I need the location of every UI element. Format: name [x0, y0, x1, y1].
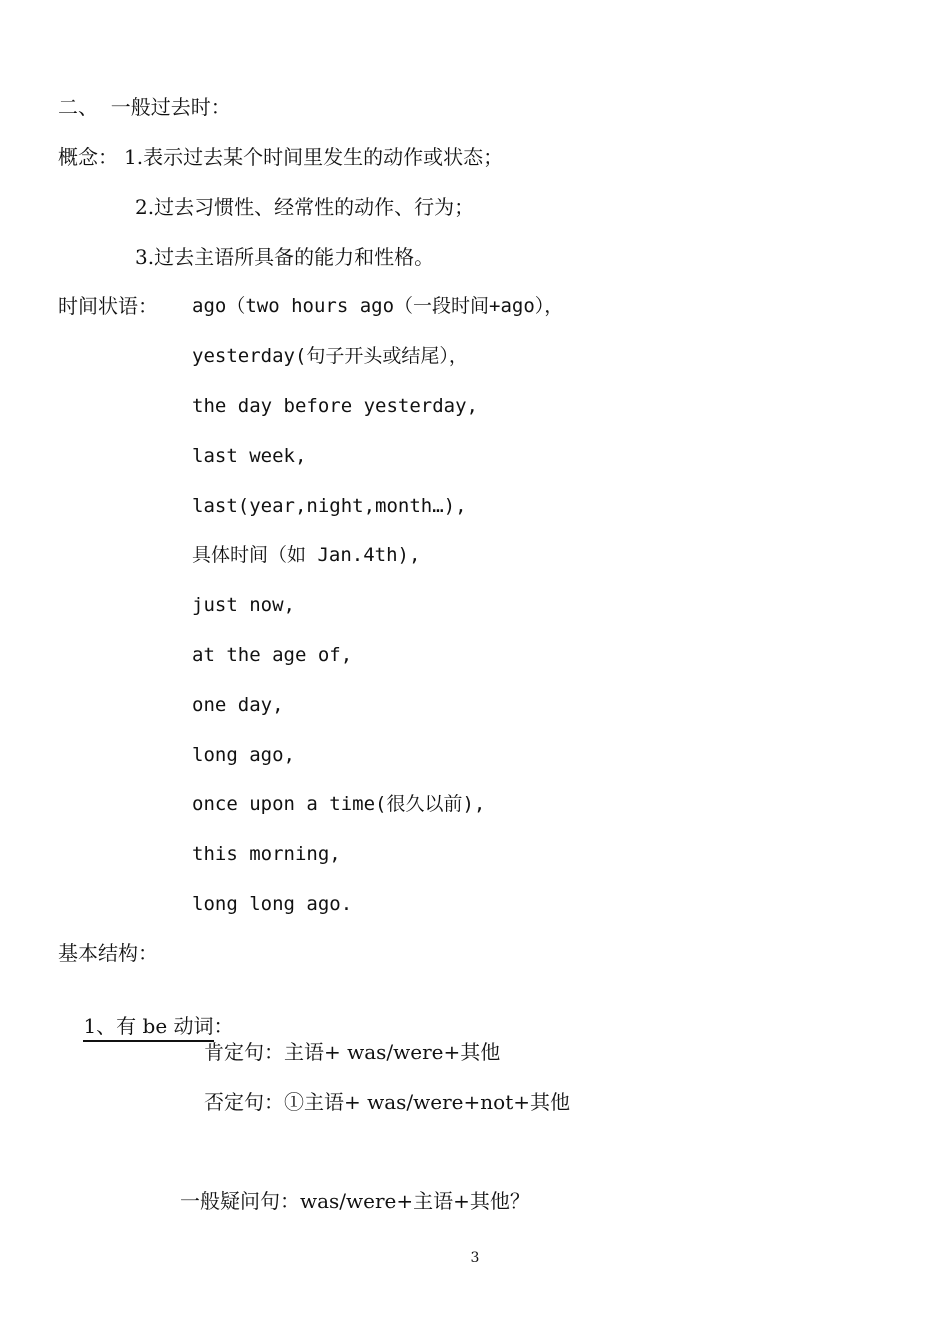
negative-sentence-rule: 否定句：①主语+ was/were+not+其他 — [204, 1090, 570, 1114]
concept-label: 概念： — [58, 145, 118, 169]
time-adverbial-item: this morning, — [192, 843, 341, 865]
time-adverbial-item: yesterday(句子开头或结尾）， — [192, 345, 468, 367]
time-adverbial-item: 具体时间（如 Jan.4th), — [192, 544, 421, 566]
structure-section-1-title: 1、有 be 动词 — [83, 1014, 213, 1042]
time-adverbial-item: one day, — [192, 694, 284, 716]
section-heading: 二、 一般过去时： — [58, 95, 231, 119]
structure-section-1-colon: ： — [213, 1014, 234, 1038]
time-adverbials-label: 时间状语： — [58, 294, 158, 318]
question-sentence-rule: 一般疑问句：was/were+主语+其他？ — [180, 1189, 530, 1213]
time-adverbial-item: once upon a time(很久以前), — [192, 793, 486, 815]
structure-label: 基本结构： — [58, 941, 158, 965]
time-adverbial-item: last week, — [192, 445, 307, 467]
time-adverbial-item: long ago, — [192, 744, 295, 766]
affirmative-sentence-rule: 肯定句：主语+ was/were+其他 — [204, 1040, 501, 1064]
concept-item-2: 2.过去习惯性、经常性的动作、行为； — [135, 195, 475, 219]
concept-item-3: 3.过去主语所具备的能力和性格。 — [135, 245, 435, 269]
page-number: 3 — [470, 1250, 480, 1266]
concept-item-1: 1.表示过去某个时间里发生的动作或状态； — [124, 145, 504, 169]
time-adverbial-item: long long ago. — [192, 893, 353, 915]
time-adverbial-item: last(year,night,month…), — [192, 495, 467, 517]
time-adverbial-item: at the age of, — [192, 644, 353, 666]
time-adverbial-item: the day before yesterday, — [192, 395, 478, 417]
time-adverbial-item: just now, — [192, 594, 295, 616]
time-adverbial-item: ago（two hours ago（一段时间+ago）， — [192, 295, 564, 317]
